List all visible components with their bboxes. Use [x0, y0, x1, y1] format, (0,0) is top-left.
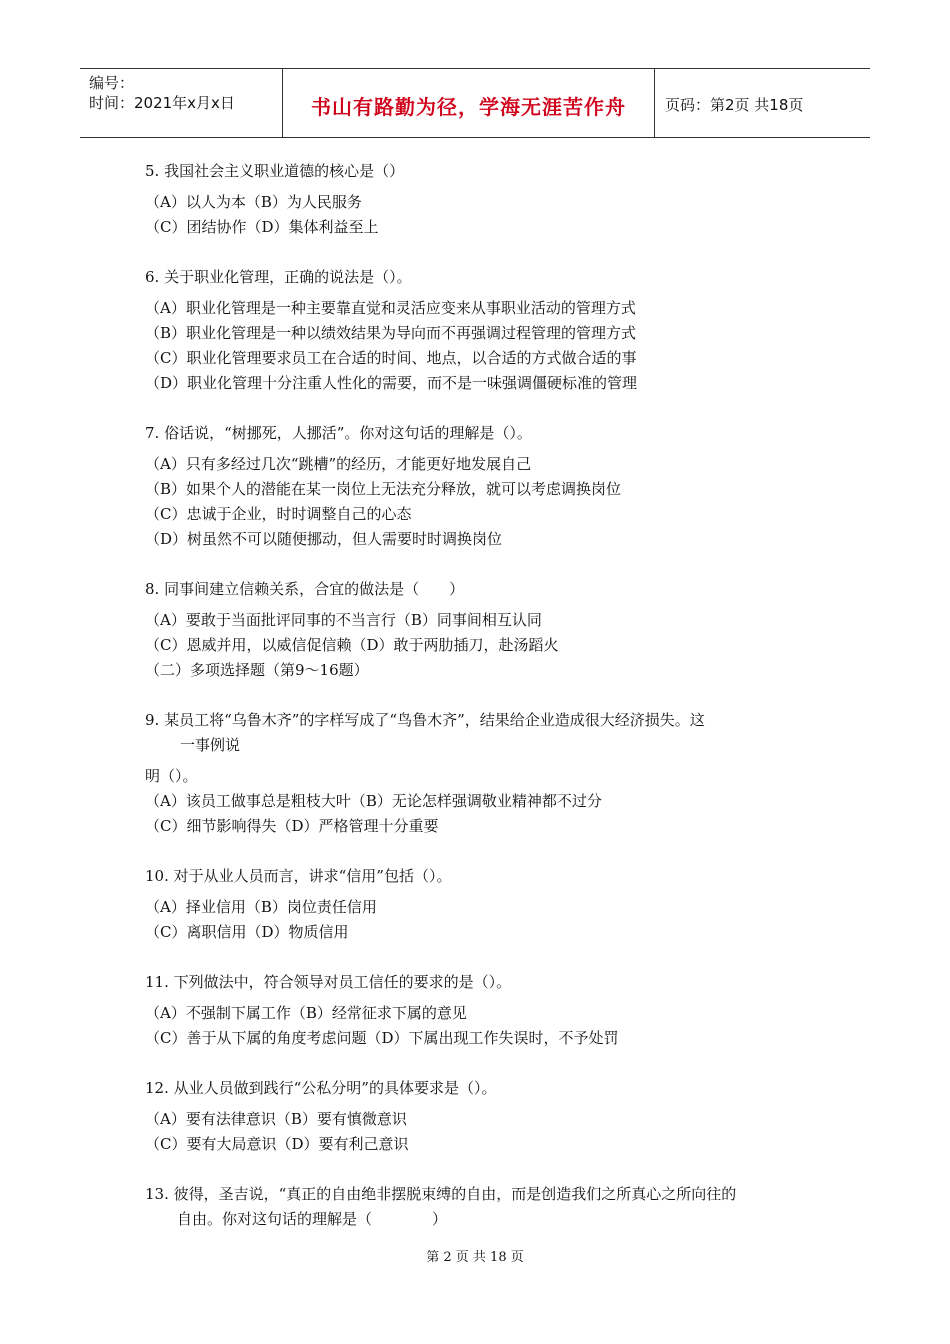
question-8: 8. 同事间建立信赖关系，合宜的做法是（ ）: [145, 580, 465, 598]
question-9-continuation: 一事例说: [180, 736, 241, 754]
question-6-option-d: （D）职业化管理十分注重人性化的需要，而不是一味强调僵硬标准的管理: [145, 374, 638, 392]
header-page-number: 页码：第2页 共18页: [665, 96, 804, 114]
question-10: 10. 对于从业人员而言，讲求“信用”包括（）。: [145, 867, 452, 885]
question-8-options-ab: （A）要敢于当面批评同事的不当言行（B）同事间相互认同: [145, 611, 542, 629]
header-motto-cell: [283, 69, 655, 137]
question-9-options-ab: （A）该员工做事总是粗枝大叶（B）无论怎样强调敬业精神都不过分: [145, 792, 602, 810]
question-9-ending: 明（）。: [145, 767, 198, 785]
question-5-options-cd: （C）团结协作（D）集体利益至上: [145, 218, 379, 236]
question-6-option-b: （B）职业化管理是一种以绩效结果为导向而不再强调过程管理的管理方式: [145, 324, 637, 342]
question-11: 11. 下列做法中，符合领导对员工信任的要求的是（）。: [145, 973, 512, 991]
question-6: 6. 关于职业化管理，正确的说法是（）。: [145, 268, 412, 286]
question-11-options-cd: （C）善于从下属的角度考虑问题（D）下属出现工作失误时，不予处罚: [145, 1029, 619, 1047]
question-5: 5. 我国社会主义职业道德的核心是（）: [145, 162, 405, 180]
question-10-options-ab: （A）择业信用（B）岗位责任信用: [145, 898, 377, 916]
question-11-options-ab: （A）不强制下属工作（B）经常征求下属的意见: [145, 1004, 467, 1022]
document-header: [80, 68, 870, 138]
page-footer: 第 2 页 共 18 页: [426, 1250, 524, 1265]
document-date-label: 时间：2021年x月x日: [89, 94, 235, 112]
header-motto: 书山有路勤为径，学海无涯苦作舟: [311, 95, 626, 119]
question-6-option-a: （A）职业化管理是一种主要靠直觉和灵活应变来从事职业活动的管理方式: [145, 299, 636, 317]
header-info-cell: [80, 69, 283, 137]
question-13-continuation: 自由。你对这句话的理解是（ ）: [177, 1210, 448, 1228]
section-heading-multiple-choice: （二）多项选择题（第9～16题）: [145, 661, 369, 679]
question-12: 12. 从业人员做到践行“公私分明”的具体要求是（）。: [145, 1079, 497, 1097]
question-12-options-ab: （A）要有法律意识（B）要有慎微意识: [145, 1110, 407, 1128]
question-6-option-c: （C）职业化管理要求员工在合适的时间、地点，以合适的方式做合适的事: [145, 349, 637, 367]
question-10-options-cd: （C）离职信用（D）物质信用: [145, 923, 349, 941]
question-7: 7. 俗话说，“树挪死，人挪活”。你对这句话的理解是（）。: [145, 424, 532, 442]
question-7-option-b: （B）如果个人的潜能在某一岗位上无法充分释放，就可以考虑调换岗位: [145, 480, 622, 498]
question-5-options-ab: （A）以人为本（B）为人民服务: [145, 193, 362, 211]
question-12-options-cd: （C）要有大局意识（D）要有利己意识: [145, 1135, 409, 1153]
question-7-option-d: （D）树虽然不可以随便挪动，但人需要时时调换岗位: [145, 530, 503, 548]
question-7-option-a: （A）只有多经过几次“跳槽”的经历，才能更好地发展自己: [145, 455, 532, 473]
header-page-cell: [655, 69, 870, 137]
question-7-option-c: （C）忠诚于企业，时时调整自己的心态: [145, 505, 412, 523]
document-number-label: 编号：: [89, 74, 135, 92]
question-13: 13. 彼得，圣吉说，“真正的自由绝非摆脱束缚的自由，而是创造我们之所真心之所向往的: [145, 1185, 737, 1203]
question-9: 9. 某员工将“乌鲁木齐”的字样写成了“鸟鲁木齐”，结果给企业造成很大经济损失。这: [145, 711, 705, 729]
question-8-options-cd: （C）恩威并用，以威信促信赖（D）敢于两肋插刀，赴汤蹈火: [145, 636, 559, 654]
question-9-options-cd: （C）细节影响得失（D）严格管理十分重要: [145, 817, 439, 835]
